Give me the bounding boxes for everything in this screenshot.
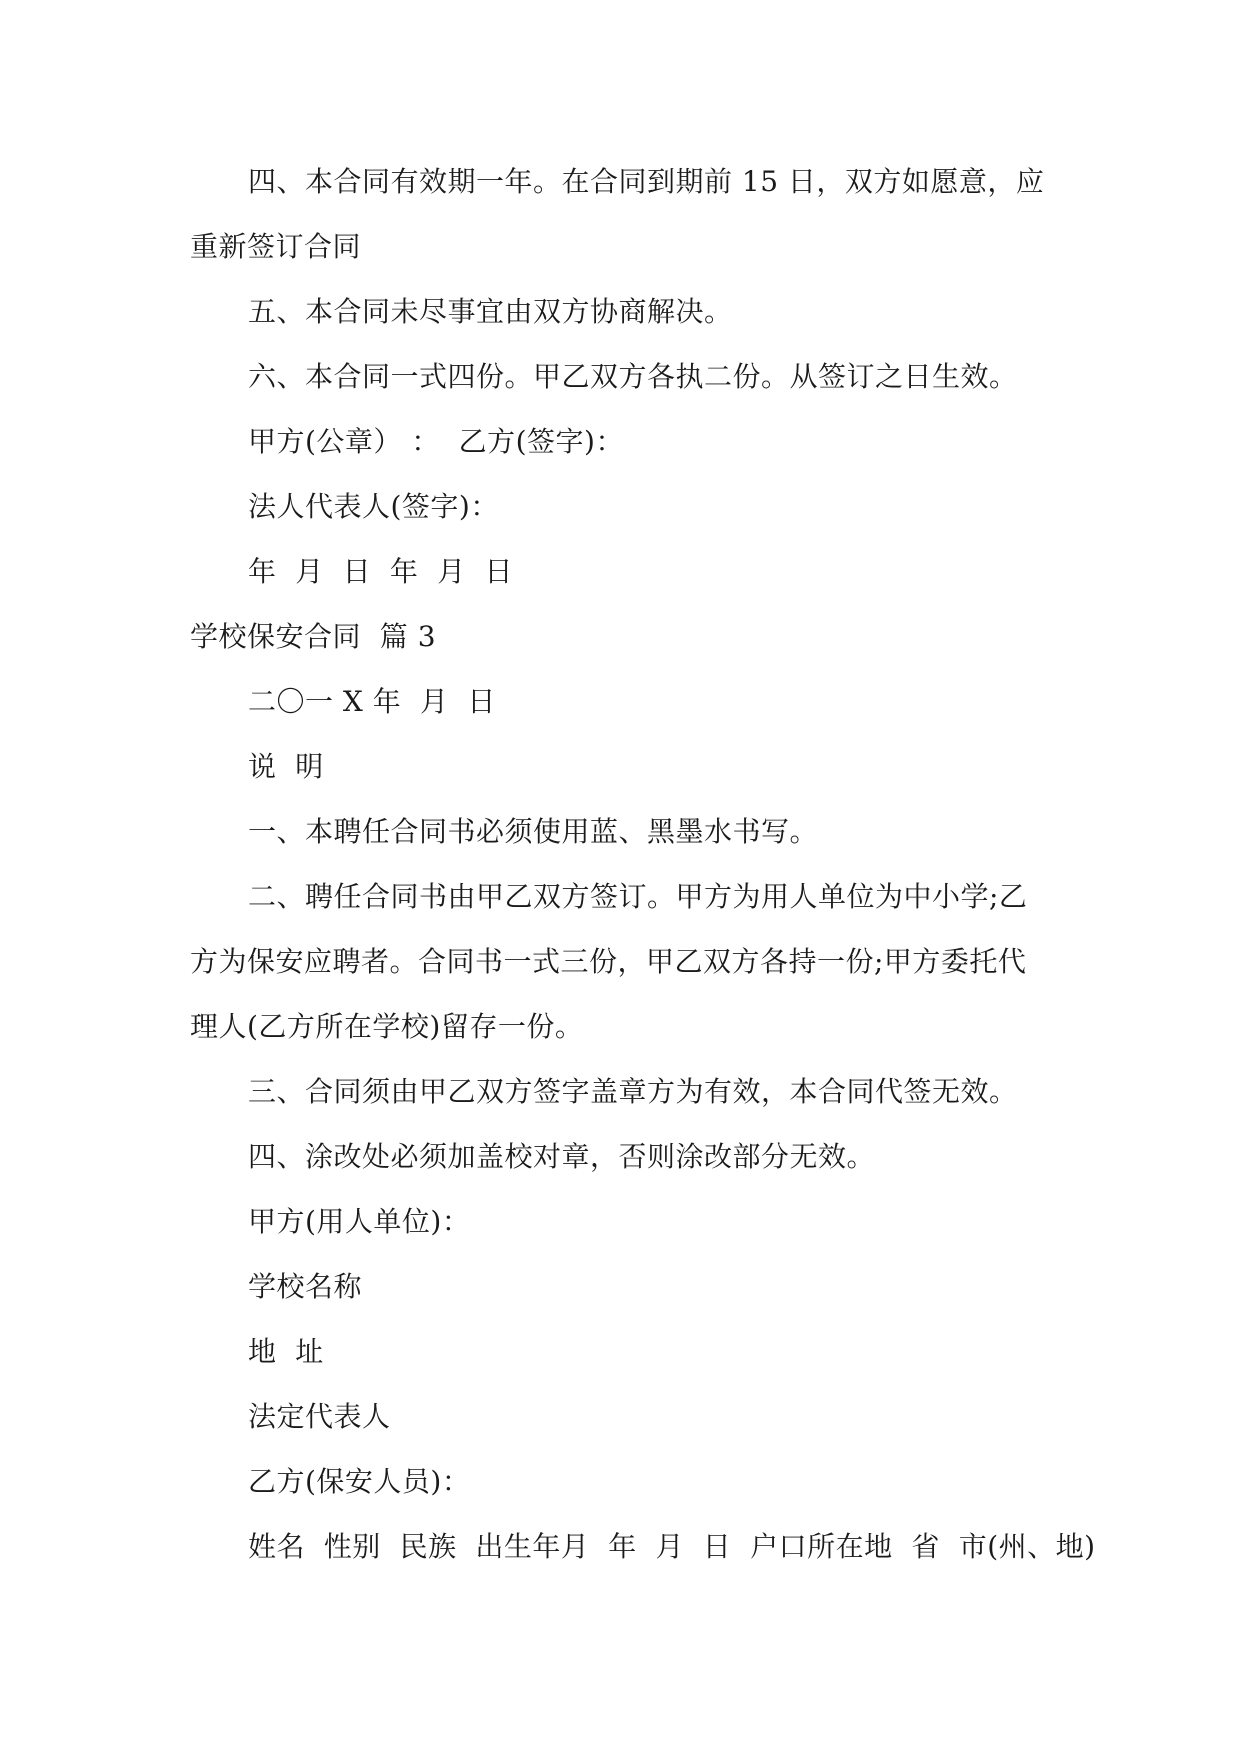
instruction-four: 四、涂改处必须加盖校对章，否则涂改部分无效。	[248, 1140, 876, 1173]
party-b-heading: 乙方(保安人员)：	[248, 1465, 471, 1498]
instruction-three: 三、合同须由甲乙双方签字盖章方为有效，本合同代签无效。	[248, 1075, 1018, 1108]
school-name-field: 学校名称	[248, 1270, 363, 1303]
instruction-two-line-1: 二、聘任合同书由甲乙双方签订。甲方为用人单位为中小学;乙	[248, 880, 1028, 913]
instructions-heading: 说 明	[248, 750, 324, 783]
instruction-one: 一、本聘任合同书必须使用蓝、黑墨水书写。	[248, 815, 819, 848]
clause-five: 五、本合同未尽事宜由双方协商解决。	[248, 295, 733, 328]
legal-representative-signature: 法人代表人(签字)：	[248, 490, 499, 523]
clause-six: 六、本合同一式四份。甲乙双方各执二份。从签订之日生效。	[248, 360, 1018, 393]
instruction-two-line-3: 理人(乙方所在学校)留存一份。	[190, 1010, 584, 1043]
clause-four-validity-line-1: 四、本合同有效期一年。在合同到期前 15 日，双方如愿意，应	[248, 165, 1045, 198]
party-a-heading: 甲方(用人单位)：	[248, 1205, 471, 1238]
clause-four-validity-line-2: 重新签订合同	[190, 230, 362, 263]
signature-date-line: 年 月 日 年 月 日	[248, 555, 514, 588]
personal-info-fields: 姓名 性别 民族 出生年月 年 月 日 户口所在地 省 市(州、地)	[248, 1530, 1096, 1563]
address-field: 地 址	[248, 1335, 324, 1368]
contract-date: 二〇一 X 年 月 日	[248, 685, 496, 718]
signature-party-line: 甲方(公章） ： 乙方(签字)：	[248, 425, 624, 458]
legal-representative-field: 法定代表人	[248, 1400, 391, 1433]
section-heading: 学校保安合同 篇 3	[190, 620, 437, 653]
instruction-two-line-2: 方为保安应聘者。合同书一式三份，甲乙双方各持一份;甲方委托代	[190, 945, 1027, 978]
